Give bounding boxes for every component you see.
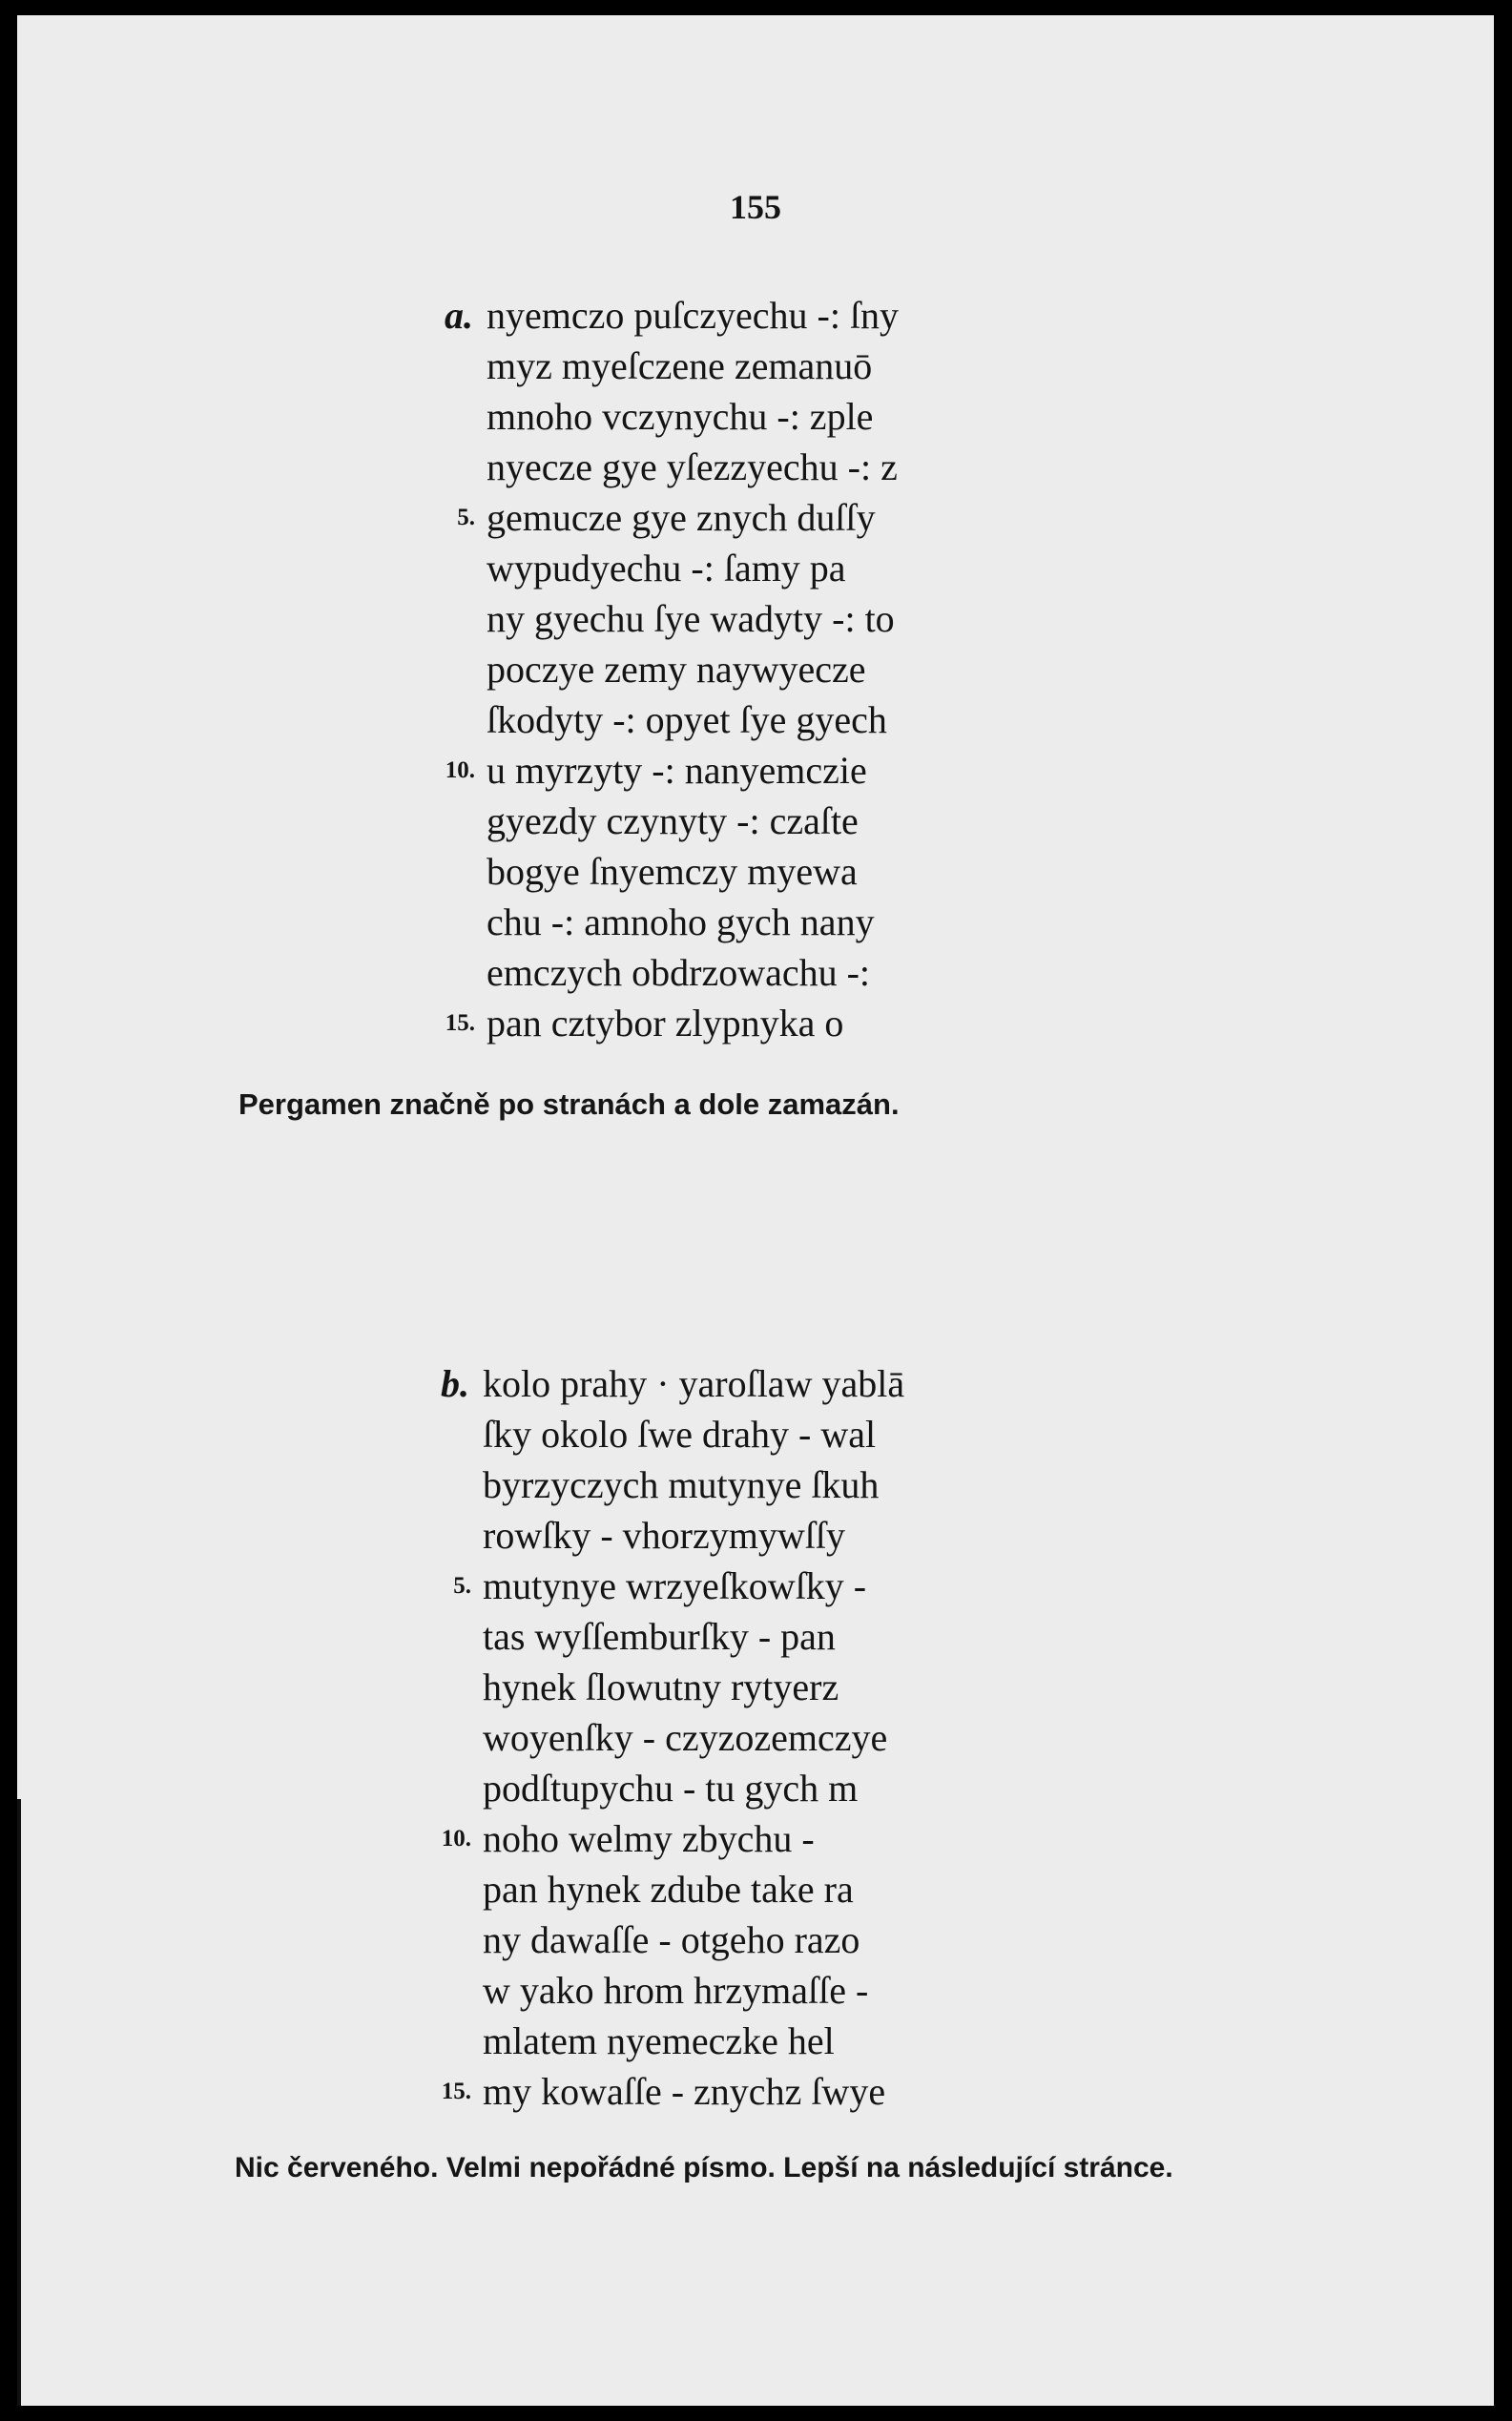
- verse-text: w yako hrom hrzymaſſe -: [483, 1969, 869, 2012]
- verse-line: [441, 1358, 905, 1409]
- verse-line: [487, 694, 899, 745]
- verse-line: [441, 1813, 904, 1864]
- section-a: [445, 290, 900, 1048]
- line-number: 5.: [457, 505, 475, 530]
- verse-line: [487, 341, 899, 391]
- verse-line: [441, 2066, 904, 2117]
- verse-line: [487, 391, 899, 442]
- verse-line: [487, 644, 899, 694]
- verse-text: myz myeſczene zemanuō: [487, 344, 873, 387]
- verse-line: [483, 1712, 904, 1763]
- section-label: a.: [445, 294, 473, 337]
- verse-line: [483, 1965, 904, 2016]
- scan-edge-rule: [17, 1799, 21, 2406]
- verse-line: [453, 1561, 904, 1611]
- verse-text: noho welmy zbychu -: [483, 1817, 815, 1860]
- verse-text: u myrzyty -: nanyemczie: [487, 749, 867, 792]
- verse-text: ſkodyty -: opyet ſye gyech: [487, 698, 887, 741]
- verse-line: [483, 1914, 904, 1965]
- verse-line: [487, 593, 899, 644]
- verse-text: poczye zemy naywyecze: [487, 648, 866, 691]
- section-b: [441, 1358, 905, 2117]
- section-a-note: Pergamen značně po stranách a dole zamazán.: [238, 1087, 900, 1121]
- verse-line: [487, 543, 899, 593]
- section-b-note: Nic červeného. Velmi nepořádné písmo. Lepší na následující stránce.: [235, 2152, 1173, 2183]
- verse-line: [445, 745, 899, 796]
- document-page: [17, 15, 1494, 2406]
- verse-line: [487, 846, 899, 897]
- verse-text: woyenſky - czyzozemczye: [483, 1716, 888, 1759]
- verse-text: mutynye wrzyeſkowſky -: [483, 1564, 867, 1607]
- verse-text: podſtupychu - tu gych m: [483, 1767, 859, 1810]
- verse-line: [445, 998, 899, 1048]
- verse-text: ny dawaſſe - otgeho razo: [483, 1918, 860, 1961]
- verse-text: byrzyczych mutynye ſkuh: [483, 1463, 880, 1506]
- verse-text: emczych obdrzowachu -:: [487, 951, 871, 994]
- verse-text: kolo prahy · yaroſlaw yablā: [483, 1362, 905, 1405]
- verse-text: tas wyſſemburſky - pan: [483, 1615, 836, 1658]
- verse-text: gemucze gye znych duſſy: [487, 496, 876, 539]
- verse-text: ſky okolo ſwe drahy - wal: [483, 1413, 877, 1456]
- line-number: 10.: [441, 1826, 471, 1852]
- verse-line: [483, 1459, 904, 1510]
- verse-line: [487, 796, 899, 846]
- verse-line: [445, 290, 900, 341]
- verse-text: ny gyechu ſye wadyty -: to: [487, 597, 895, 640]
- verse-line: [483, 1611, 904, 1662]
- verse-text: nyemczo puſczyechu -: ſny: [487, 294, 900, 337]
- line-number: 15.: [441, 2079, 471, 2104]
- verse-text: bogye ſnyemczy myewa: [487, 850, 858, 893]
- verse-line: [457, 492, 899, 543]
- verse-text: pan hynek zdube take ra: [483, 1868, 854, 1911]
- verse-text: hynek ſlowutny rytyerz: [483, 1666, 839, 1708]
- verse-line: [483, 1409, 904, 1459]
- verse-line: [483, 1662, 904, 1712]
- verse-text: mnoho vczynychu -: zple: [487, 395, 874, 438]
- verse-text: chu -: amnoho gych nany: [487, 900, 875, 943]
- verse-line: [483, 1864, 904, 1914]
- verse-text: wypudyechu -: ſamy pa: [487, 547, 846, 590]
- line-number: 15.: [445, 1010, 475, 1036]
- line-number: 10.: [445, 757, 475, 783]
- line-number: 5.: [453, 1573, 471, 1599]
- verse-line: [483, 1510, 904, 1561]
- section-label: b.: [441, 1362, 469, 1405]
- verse-line: [487, 897, 899, 947]
- verse-line: [483, 2016, 904, 2066]
- verse-text: nyecze gye yſezzyechu -: z: [487, 445, 898, 488]
- verse-line: [487, 442, 899, 492]
- verse-line: [483, 1763, 904, 1813]
- verse-text: mlatem nyemeczke hel: [483, 2019, 835, 2062]
- verse-text: gyezdy czynyty -: czaſte: [487, 799, 859, 842]
- verse-text: pan cztybor zlypnyka o: [487, 1002, 844, 1045]
- verse-text: my kowaſſe - znychz ſwye: [483, 2070, 886, 2113]
- verse-text: rowſky - vhorzymywſſy: [483, 1514, 845, 1557]
- page-number: 155: [730, 188, 781, 226]
- verse-line: [487, 947, 899, 998]
